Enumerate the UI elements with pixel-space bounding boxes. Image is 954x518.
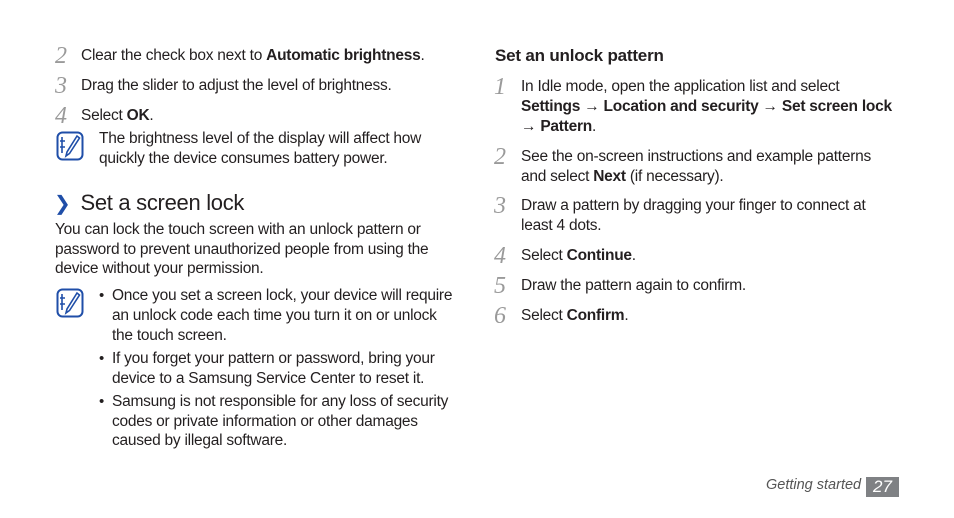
bullet: • bbox=[99, 393, 105, 410]
bullet: • bbox=[99, 287, 105, 304]
step-text: Select OK. bbox=[81, 107, 154, 124]
step-text: Settings → Location and security → Set screen lock bbox=[521, 98, 892, 115]
step-text: See the on-screen instructions and example patterns bbox=[521, 148, 871, 165]
subsection-heading: Set an unlock pattern bbox=[495, 46, 664, 65]
step-text: least 4 dots. bbox=[521, 217, 602, 234]
step-number: 4 bbox=[55, 103, 67, 129]
step-number: 2 bbox=[494, 144, 506, 170]
intro-line: password to prevent unauthorized people from using the bbox=[55, 241, 429, 258]
page-number: 27 bbox=[866, 477, 899, 497]
step-text: In Idle mode, open the application list and select bbox=[521, 78, 840, 95]
step-text: → Pattern. bbox=[521, 118, 597, 135]
step-number: 2 bbox=[55, 43, 67, 69]
step-text: Clear the check box next to Automatic brightness. bbox=[81, 47, 425, 64]
step-number: 3 bbox=[55, 73, 67, 99]
intro-line: device without your permission. bbox=[55, 260, 264, 277]
note-pencil-icon bbox=[56, 131, 84, 161]
step-text: Draw the pattern again to confirm. bbox=[521, 277, 746, 294]
footer-section-label: Getting started bbox=[766, 477, 862, 493]
bullet-line: Once you set a screen lock, your device will require bbox=[112, 287, 453, 304]
step-number: 4 bbox=[494, 243, 506, 269]
section-heading: ❯ Set a screen lock bbox=[54, 190, 245, 215]
step-number: 1 bbox=[494, 74, 506, 100]
bullet: • bbox=[99, 350, 105, 367]
intro-line: You can lock the touch screen with an unlock pattern or bbox=[55, 221, 421, 238]
step-text: Drag the slider to adjust the level of brightness. bbox=[81, 77, 392, 94]
step-text: and select Next (if necessary). bbox=[521, 168, 724, 185]
bullet-line: If you forget your pattern or password, bring your bbox=[112, 350, 435, 367]
note-line: quickly the device consumes battery power. bbox=[99, 150, 388, 167]
step-text: Select Confirm. bbox=[521, 307, 629, 324]
step-number: 3 bbox=[494, 193, 506, 219]
bullet-line: the touch screen. bbox=[112, 327, 227, 344]
bullet-line: Samsung is not responsible for any loss of security bbox=[112, 393, 449, 410]
note-line: The brightness level of the display will affect how bbox=[99, 130, 422, 147]
bullet-line: codes or private information or other damages bbox=[112, 413, 418, 430]
step-number: 6 bbox=[494, 303, 506, 329]
note-pencil-icon bbox=[56, 288, 84, 318]
bullet-line: device to a Samsung Service Center to reset it. bbox=[112, 370, 425, 387]
chevron-right-icon: ❯ bbox=[54, 193, 71, 215]
step-text: Draw a pattern by dragging your finger to connect at bbox=[521, 197, 866, 214]
step-text: Select Continue. bbox=[521, 247, 636, 264]
bullet-line: an unlock code each time you turn it on or unlock bbox=[112, 307, 437, 324]
bullet-line: caused by illegal software. bbox=[112, 432, 288, 449]
step-number: 5 bbox=[494, 273, 506, 299]
